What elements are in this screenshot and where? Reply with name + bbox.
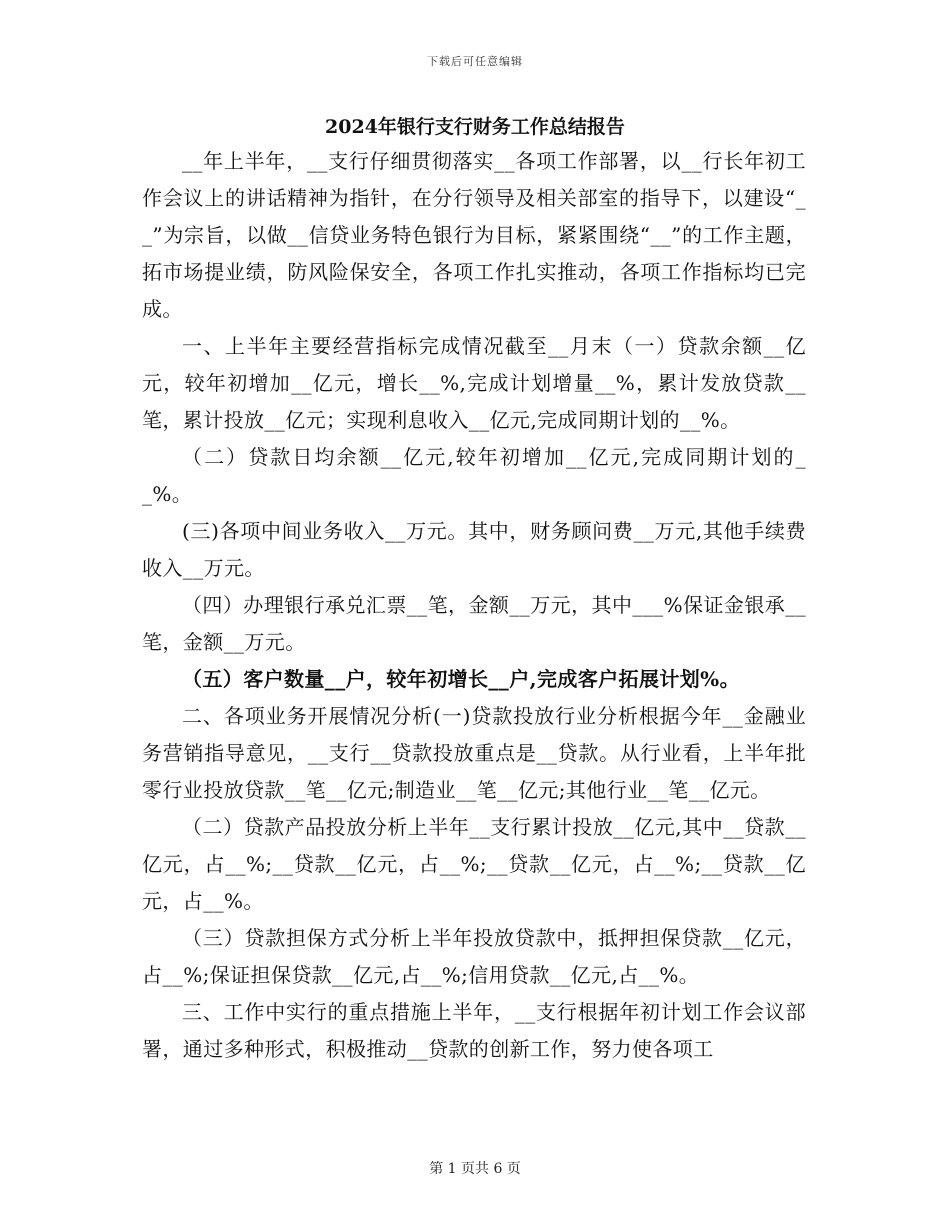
paragraph-section-1-item-2: （二）贷款日均余额__亿元,较年初增加__亿元,完成同期计划的__%。 bbox=[142, 445, 806, 506]
paragraph-section-2-item-2: （二）贷款产品投放分析上半年__支行累计投放__亿元,其中__贷款__亿元，占__%;__贷款__亿元，占__%;__贷款__亿元，占__%;__贷款__亿元，占__%。 bbox=[142, 815, 806, 913]
paragraph-section-2-item-3: （三）贷款担保方式分析上半年投放贷款中，抵押担保贷款__亿元，占__%;保证担保贷款__亿元,占__%;信用贷款__亿元,占__%。 bbox=[142, 926, 806, 987]
paragraph-section-1-item-3: (三)各项中间业务收入__万元。其中，财务顾问费__万元,其他手续费收入__万元。 bbox=[142, 519, 806, 580]
paragraph-section-1-item-4: （四）办理银行承兑汇票__笔，金额__万元，其中___%保证金银承__笔，金额__万元。 bbox=[142, 593, 806, 654]
paragraph-section-1-item-5: （五）客户数量__户，较年初增长__户,完成客户拓展计划%。 bbox=[182, 667, 740, 691]
header-edit-note: 下载后可任意编辑 bbox=[427, 55, 523, 68]
document-title: 2024年银行支行财务工作总结报告 bbox=[325, 116, 625, 138]
paragraph-section-1: 一、上半年主要经营指标完成情况截至__月末（一）贷款余额__亿元，较年初增加__亿元，增长__%,完成计划增量__%，累计发放贷款__笔，累计投放__亿元；实现利息收入__亿元,完成同期计划的__%。 bbox=[142, 334, 806, 432]
paragraph-intro: __年上半年，__支行仔细贯彻落实__各项工作部署，以__行长年初工作会议上的讲话精神为指针，在分行领导及相关部室的指导下，以建设“__”为宗旨，以做__信贷业务特色银行为目标，紧紧围绕“__”的工作主题，拓市场提业绩，防风险保安全，各项工作扎实推动，各项工作指标均已完成。 bbox=[142, 149, 806, 321]
document-body bbox=[142, 143, 806, 1068]
paragraph-section-2: 二、各项业务开展情况分析(一)贷款投放行业分析根据今年__金融业务营销指导意见，__支行__贷款投放重点是__贷款。从行业看，上半年批零行业投放贷款__笔__亿元;制造业__笔__亿元;其他行业__笔__亿元。 bbox=[142, 704, 806, 802]
page-number: 第 1 页共 6 页 bbox=[429, 1161, 521, 1177]
paragraph-section-3: 三、工作中实行的重点措施上半年，__支行根据年初计划工作会议部署，通过多种形式，积极推动__贷款的创新工作，努力使各项工 bbox=[142, 1000, 806, 1061]
